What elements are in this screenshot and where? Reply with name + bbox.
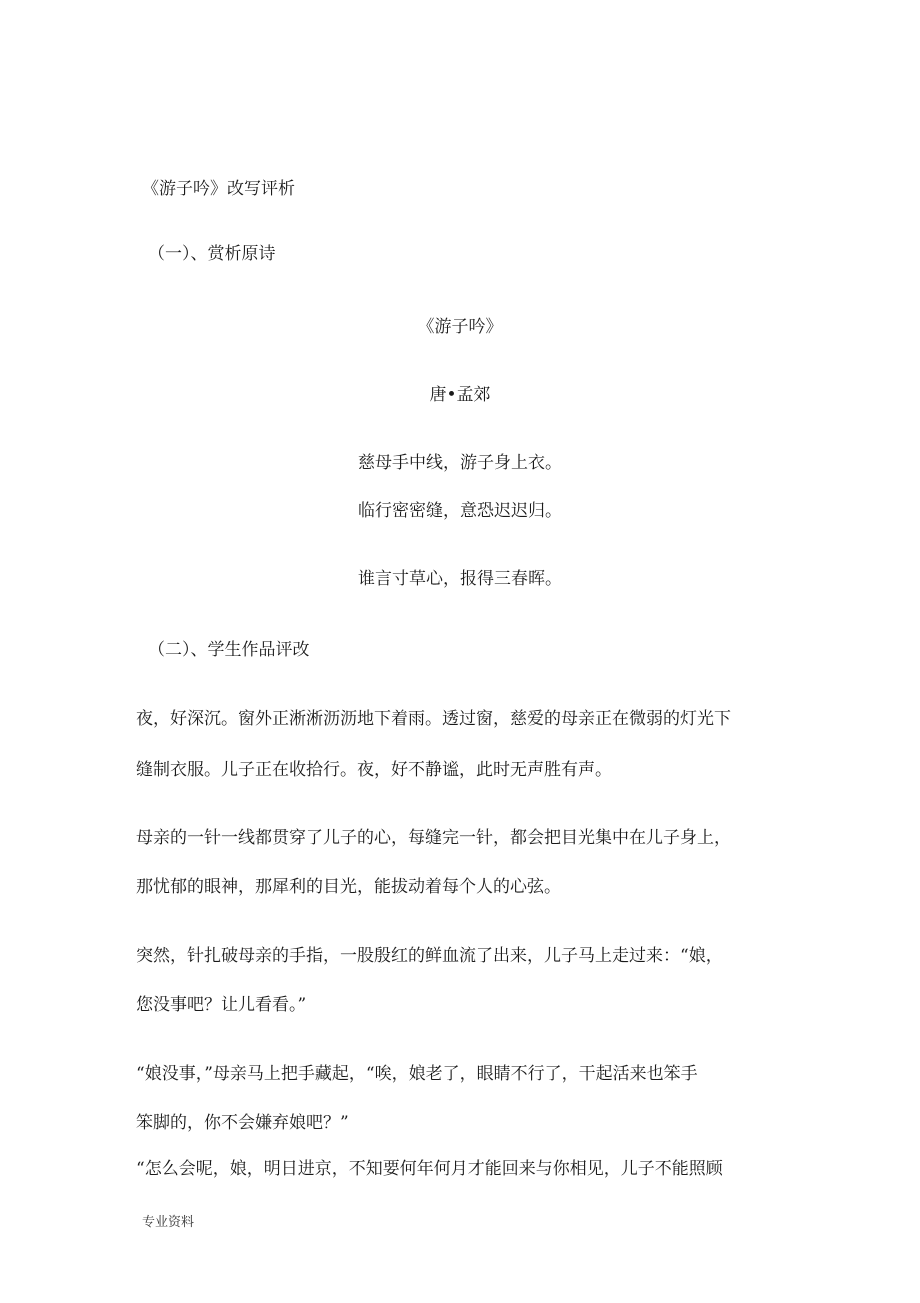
body-line: “怎么会呢，娘，明日进京，不知要何年何月才能回来与你相见，儿子不能照顾 — [136, 1159, 723, 1179]
section-heading-student-work: （二）、学生作品评改 — [148, 640, 310, 660]
body-line: 突然，针扎破母亲的手指，一股殷红的鲜血流了出来，儿子马上走过来：“娘， — [136, 946, 723, 966]
body-line: 您没事吧？让儿看看。” — [136, 995, 307, 1015]
poem-line: 谁言寸草心，报得三春晖。 — [358, 569, 562, 589]
document-title: 《游子吟》改写评析 — [142, 179, 295, 199]
poem-line: 慈母手中线，游子身上衣。 — [358, 453, 562, 473]
body-line: 笨脚的，你不会嫌弃娘吧？” — [136, 1113, 349, 1133]
page-footer: 专业资料 — [142, 1215, 195, 1230]
poem-author: 唐•孟郊 — [429, 385, 491, 405]
body-line: 母亲的一针一线都贯穿了儿子的心，每缝完一针，都会把目光集中在儿子身上， — [136, 828, 731, 848]
body-line: 那忧郁的眼神，那犀利的目光，能拔动着每个人的心弦。 — [136, 877, 561, 897]
body-line: 夜，好深沉。窗外正淅淅沥沥地下着雨。透过窗，慈爱的母亲正在微弱的灯光下 — [136, 709, 731, 729]
poem-title: 《游子吟》 — [417, 317, 503, 337]
poem-line: 临行密密缝，意恐迟迟归。 — [358, 501, 562, 521]
section-heading-appreciation: （一）、赏析原诗 — [148, 244, 276, 264]
body-line: “娘没事，”母亲马上把手藏起，“唉，娘老了，眼睛不行了，干起活来也笨手 — [136, 1064, 698, 1084]
body-line: 缝制衣服。儿子正在收拾行。夜，好不静谧，此时无声胜有声。 — [136, 760, 612, 780]
